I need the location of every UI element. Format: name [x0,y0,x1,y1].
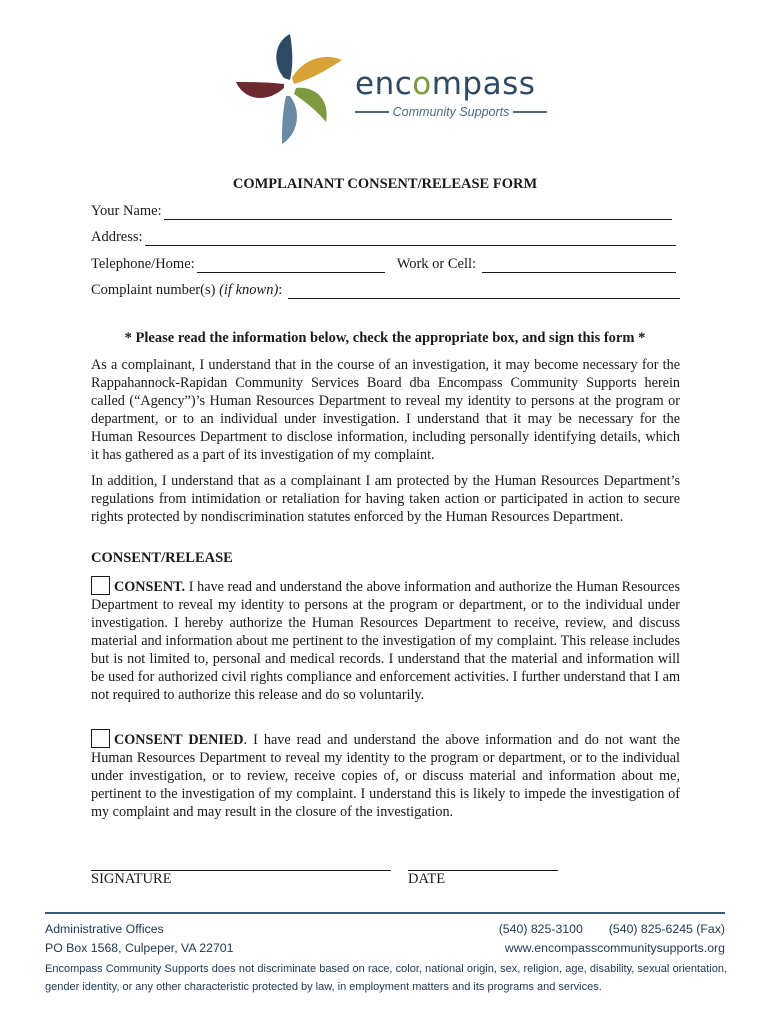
complaint-number-label: Complaint number(s) (if known): [91,282,283,298]
phone-home-label: Telephone/Home: [91,256,195,272]
consent-label: CONSENT. [114,579,186,595]
paragraph-protection: In addition, I understand that as a complainant I am protected by the Human Resources Department’s regulations from intimidation or retaliation for having taken action or participated in action to secure rights protected by nondiscrimination statutes enforced by the Human Resources Department. [91,473,680,525]
tagline-text: Community Supports [392,105,510,119]
complaint-number-field[interactable] [288,284,680,299]
address-field-row [91,229,680,246]
complaint-field-row [91,282,680,299]
address-label: Address: [91,229,143,245]
name-label: Your Name: [91,203,162,219]
footer-contact [499,920,725,958]
consent-text: I have read and understand the above information and authorize the Human Resources Department to reveal my identity to persons at the program or department, or to the individual under investigation. I hereby authorize the Human Resources Department to receive, review, and discuss material and information about me pertinent to the investigation of my complaint. This release includes but is not limited to, personal and medical records. I understand that the material and information will be used for authorized civil rights compliance and enforcement activities. I further understand that I am not required to authorize this release and do so voluntarily. [91,579,680,703]
contact-phones [499,920,725,939]
fax-number: (540) 825-6245 (Fax) [608,922,725,936]
signature-label: SIGNATURE [91,871,172,887]
nondiscrimination-disclaimer: Encompass Community Supports does not discriminate based on race, color, national origin, sex, religion, age, disability, sexual orientation, gender identity, or any other characteristic protected by law, in employment matters and its programs and services. [45,963,727,993]
consent-release-heading: CONSENT/RELEASE [91,550,233,566]
name-field[interactable] [164,205,672,220]
paragraph-disclosure: As a complainant, I understand that in the course of an investigation, it may become necessary for the Rappahannock-Rapidan Community Services Board dba Encompass Community Supports herein called (“Agency”)’s Human Resources Department to reveal my identity to persons at the program or department, or to an individual under investigation. I understand that it may be necessary for the Human Resources Department to disclose information, including personally identifying details, which it has gathered as a part of its investigation of my complaint. [91,357,680,463]
work-cell-field[interactable] [482,258,676,273]
consent-option [91,576,680,704]
website-link[interactable]: www.encompasscommunitysupports.org [504,941,725,955]
name-field-row [91,203,680,220]
consent-denied-option [91,729,680,821]
work-cell-label: Work or Cell: [396,256,477,272]
brand-logo [232,30,562,148]
office-title: Administrative Offices [45,922,164,936]
brand-tagline [355,105,547,119]
address-field[interactable] [145,231,676,246]
office-address: PO Box 1568, Culpeper, VA 22701 [45,941,234,955]
phone-number: (540) 825-3100 [498,922,583,936]
instructions: * Please read the information below, check the appropriate box, and sign this form * [124,330,646,346]
brand-wordmark: encompass [355,66,536,102]
consent-checkbox[interactable] [91,576,110,595]
tagline-rule-right [513,111,547,113]
footer-office [45,920,233,958]
consent-denied-label: CONSENT DENIED [114,732,244,748]
consent-denied-text: . I have read and understand the above information and do not want the Human Resources Department to reveal my identity to the program or department, or to the individual under investigation, or to review, receive copies of, or discuss material and information about me, pertinent to the investigation of my complaint. I understand this is likely to impede the investigation of my complaint and may result in the closure of the investigation. [91,732,680,820]
form-title: COMPLAINANT CONSENT/RELEASE FORM [232,176,538,192]
date-label: DATE [408,871,446,887]
consent-denied-checkbox[interactable] [91,729,110,748]
footer-divider [45,912,725,914]
pinwheel-logo-icon [232,30,352,148]
phone-home-field[interactable] [197,258,385,273]
tagline-rule-left [355,111,389,113]
phone-field-row [91,256,680,273]
